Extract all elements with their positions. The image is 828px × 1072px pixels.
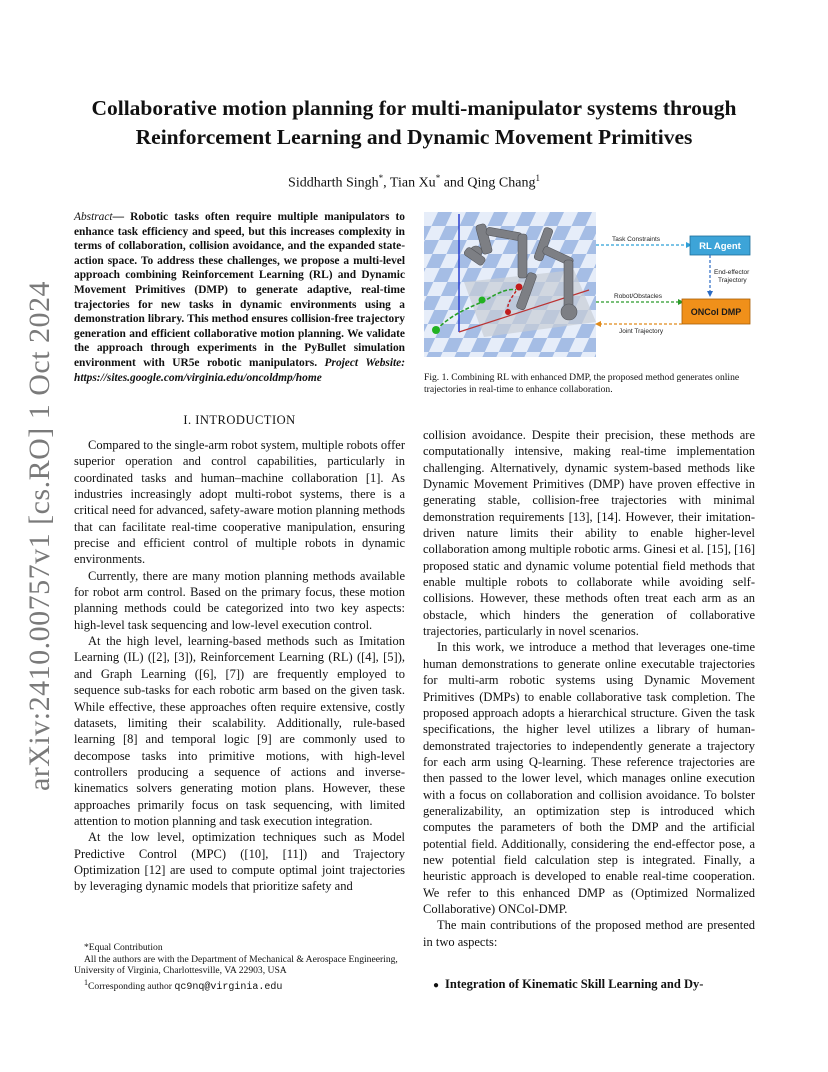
oncol-dmp-label: ONCol DMP xyxy=(690,307,742,317)
footnote-affiliation: All the authors are with the Department of Mechanical & Aerospace Engineering, University of Virginia, Charlottesville, VA 22903, USA xyxy=(74,953,398,977)
arxiv-identifier: arXiv:2410.00757v1 [cs.RO] 1 Oct 2024 xyxy=(23,280,56,792)
intro-column-left xyxy=(74,437,405,895)
paragraph: collision avoidance. Despite their precision, these methods are computationally intensive, making real-time implementation challenging. Alternatively, dynamic system-based methods like Dynamic Movement Primitives (DMP) have proven effective in generating stable, collision-free trajectories with minimal demonstration requirements [13], [14]. However, their imitation-driven nature limits their ability to enable higher-level collaboration among multiple robotic arms. Ginesi et al. [15], [16] proposed static and dynamic volume potential field methods that enable multiple robots to collaborate while avoiding self-collisions. However, these methods often treat each arm as an obstacle, which hinders the generation of collaborative trajectories, particularly in novel scenarios. xyxy=(423,428,755,639)
paragraph: The main contributions of the proposed method are presented in two aspects: xyxy=(423,918,755,949)
title-line-1: Collaborative motion planning for multi-manipulator systems through xyxy=(91,96,737,120)
abstract-body: — Robotic tasks often require multiple manipulators to enhance task efficiency and speed, but this increases complexity in terms of collaboration, collision avoidance, and the expanded state-action space. To address these challenges, we propose a multi-level approach combining Reinforcement Learning (RL) and Dynamic Movement Primitives (DMP) to generate adaptive, real-time trajectories for new tasks in dynamic environments using a demonstration library. This method ensures collision-free trajectory generation and efficient collaborative motion planning. We validate the approach through experiments in the PyBullet simulation environment with UR5e robotic manipulators. xyxy=(74,211,405,369)
paragraph: In this work, we introduce a method that leverages one-time human demonstrations to generate online executable trajectories for multi-arm robotic systems using Dynamic Movement Primitives (DMPs) to enable collaborative task completion. The proposed approach adopts a hierarchical structure. Given the task specifications, the higher level utilizes a library of human-demonstrated trajectories to independently generate a trajectory for each arm using Q-learning. These reference trajectories are then passed to the lower level, which manages online execution with a focus on collaboration and collision avoidance. To bolster generalizability, an optimization step is introduced which computes the parameters of both the DMP and the artificial potential field. Additionally, considering the end-effector pose, a new potential field calculation step is integrated. Finally, a heuristic approach is developed to enable real-time cooperation. We refer to this enhanced DMP as (Optimized Normalized Collaborative) ONCol-DMP. xyxy=(423,640,755,916)
figure-1-graphic xyxy=(424,212,755,357)
label-joint-trajectory: Joint Trajectory xyxy=(619,328,664,335)
author-1: Siddharth Singh xyxy=(288,175,379,191)
rl-agent-label: RL Agent xyxy=(699,241,741,252)
section-heading-introduction: I. INTRODUCTION xyxy=(183,413,296,427)
contribution-bullet: ● Integration of Kinematic Skill Learning and Dy- xyxy=(433,977,704,991)
footnote-corresponding: $^1$Corresponding author qc9nq@virginia.edu xyxy=(84,977,283,993)
paragraph: At the high level, learning-based methods such as Imitation Learning (IL) ([2], [3]), Reinforcement Learning (RL) ([4], [5]), and Graph Learning ([6], [7]) are frequently employed to sequence sub-tasks for each robotic arm based on the given task. While effective, these approaches often require extensive, costly datasets, limiting their scalability. Additionally, rule-based learning [8] and temporal logic [9] are commonly used to decompose tasks into primitive motions, with high-level controllers producing a sequence of actions and inverse-kinematics solvers generating motion plans. However, these approaches primarily focus on task sequencing, with limited attention to motion planning and task execution integration. xyxy=(74,634,405,828)
project-website[interactable]: Project Website: https://sites.google.com/virginia.edu/oncoldmp/home xyxy=(74,356,405,384)
rl-dmp-diagram xyxy=(595,236,750,335)
arxiv-sidebar xyxy=(20,0,60,1072)
author-list: Siddharth Singh*, Tian Xu* and Qing Chang$^1$ xyxy=(288,173,540,191)
author-2: Tian Xu xyxy=(389,175,436,191)
label-trajectory: Trajectory xyxy=(718,277,747,284)
abstract xyxy=(74,210,405,385)
footnote-equal-contribution: *Equal Contribution xyxy=(84,942,163,953)
label-end-effector: End-effector xyxy=(714,269,750,276)
red-marker-shape xyxy=(516,284,523,291)
label-robot-obstacles: Robot/Obstacles xyxy=(614,293,663,300)
label-task-constraints: Task Constraints xyxy=(612,236,661,243)
figure-1-caption: Fig. 1. Combining RL with enhanced DMP, the proposed method generates online trajectories in real-time to enhance collaboration. xyxy=(424,372,740,395)
paragraph: Currently, there are many motion planning methods available for robot arm control. Based on the primary focus, these motion planning methods could be categorized into two key aspects: high-level task sequencing and low-level execution control. xyxy=(74,568,405,632)
abstract-label: Abstract xyxy=(74,211,113,223)
paragraph: Compared to the single-arm robot system, multiple robots offer superior operation and control capabilities, particularly in coordinated tasks and human–machine collaboration [1]. As industries increasingly adopt multi-robot systems, there is a critical need for advanced, safety-aware motion planning methods that can facilitate real-time cooperative manipulation, ensuring precise and efficient control of multiple robots in dynamic environments. xyxy=(74,438,405,567)
corresponding-email[interactable]: qc9nq@virginia.edu xyxy=(174,981,283,993)
footnotes xyxy=(74,942,405,994)
intro-column-right xyxy=(423,427,755,950)
simulation-scene xyxy=(424,212,596,357)
paper-title xyxy=(60,94,768,152)
paragraph: At the low level, optimization techniques such as Model Predictive Control (MPC) ([10], [11]) and Trajectory Optimization [12] are used to compute optimal joint trajectories by leveraging dynamic models that prioritize safety and xyxy=(74,830,405,894)
green-marker-shape xyxy=(432,326,440,334)
figure-1 xyxy=(424,212,755,357)
title-line-2: Reinforcement Learning and Dynamic Movement Primitives xyxy=(135,125,693,149)
author-3: Qing Chang xyxy=(467,175,536,191)
bullet-marker: ● xyxy=(433,980,440,991)
